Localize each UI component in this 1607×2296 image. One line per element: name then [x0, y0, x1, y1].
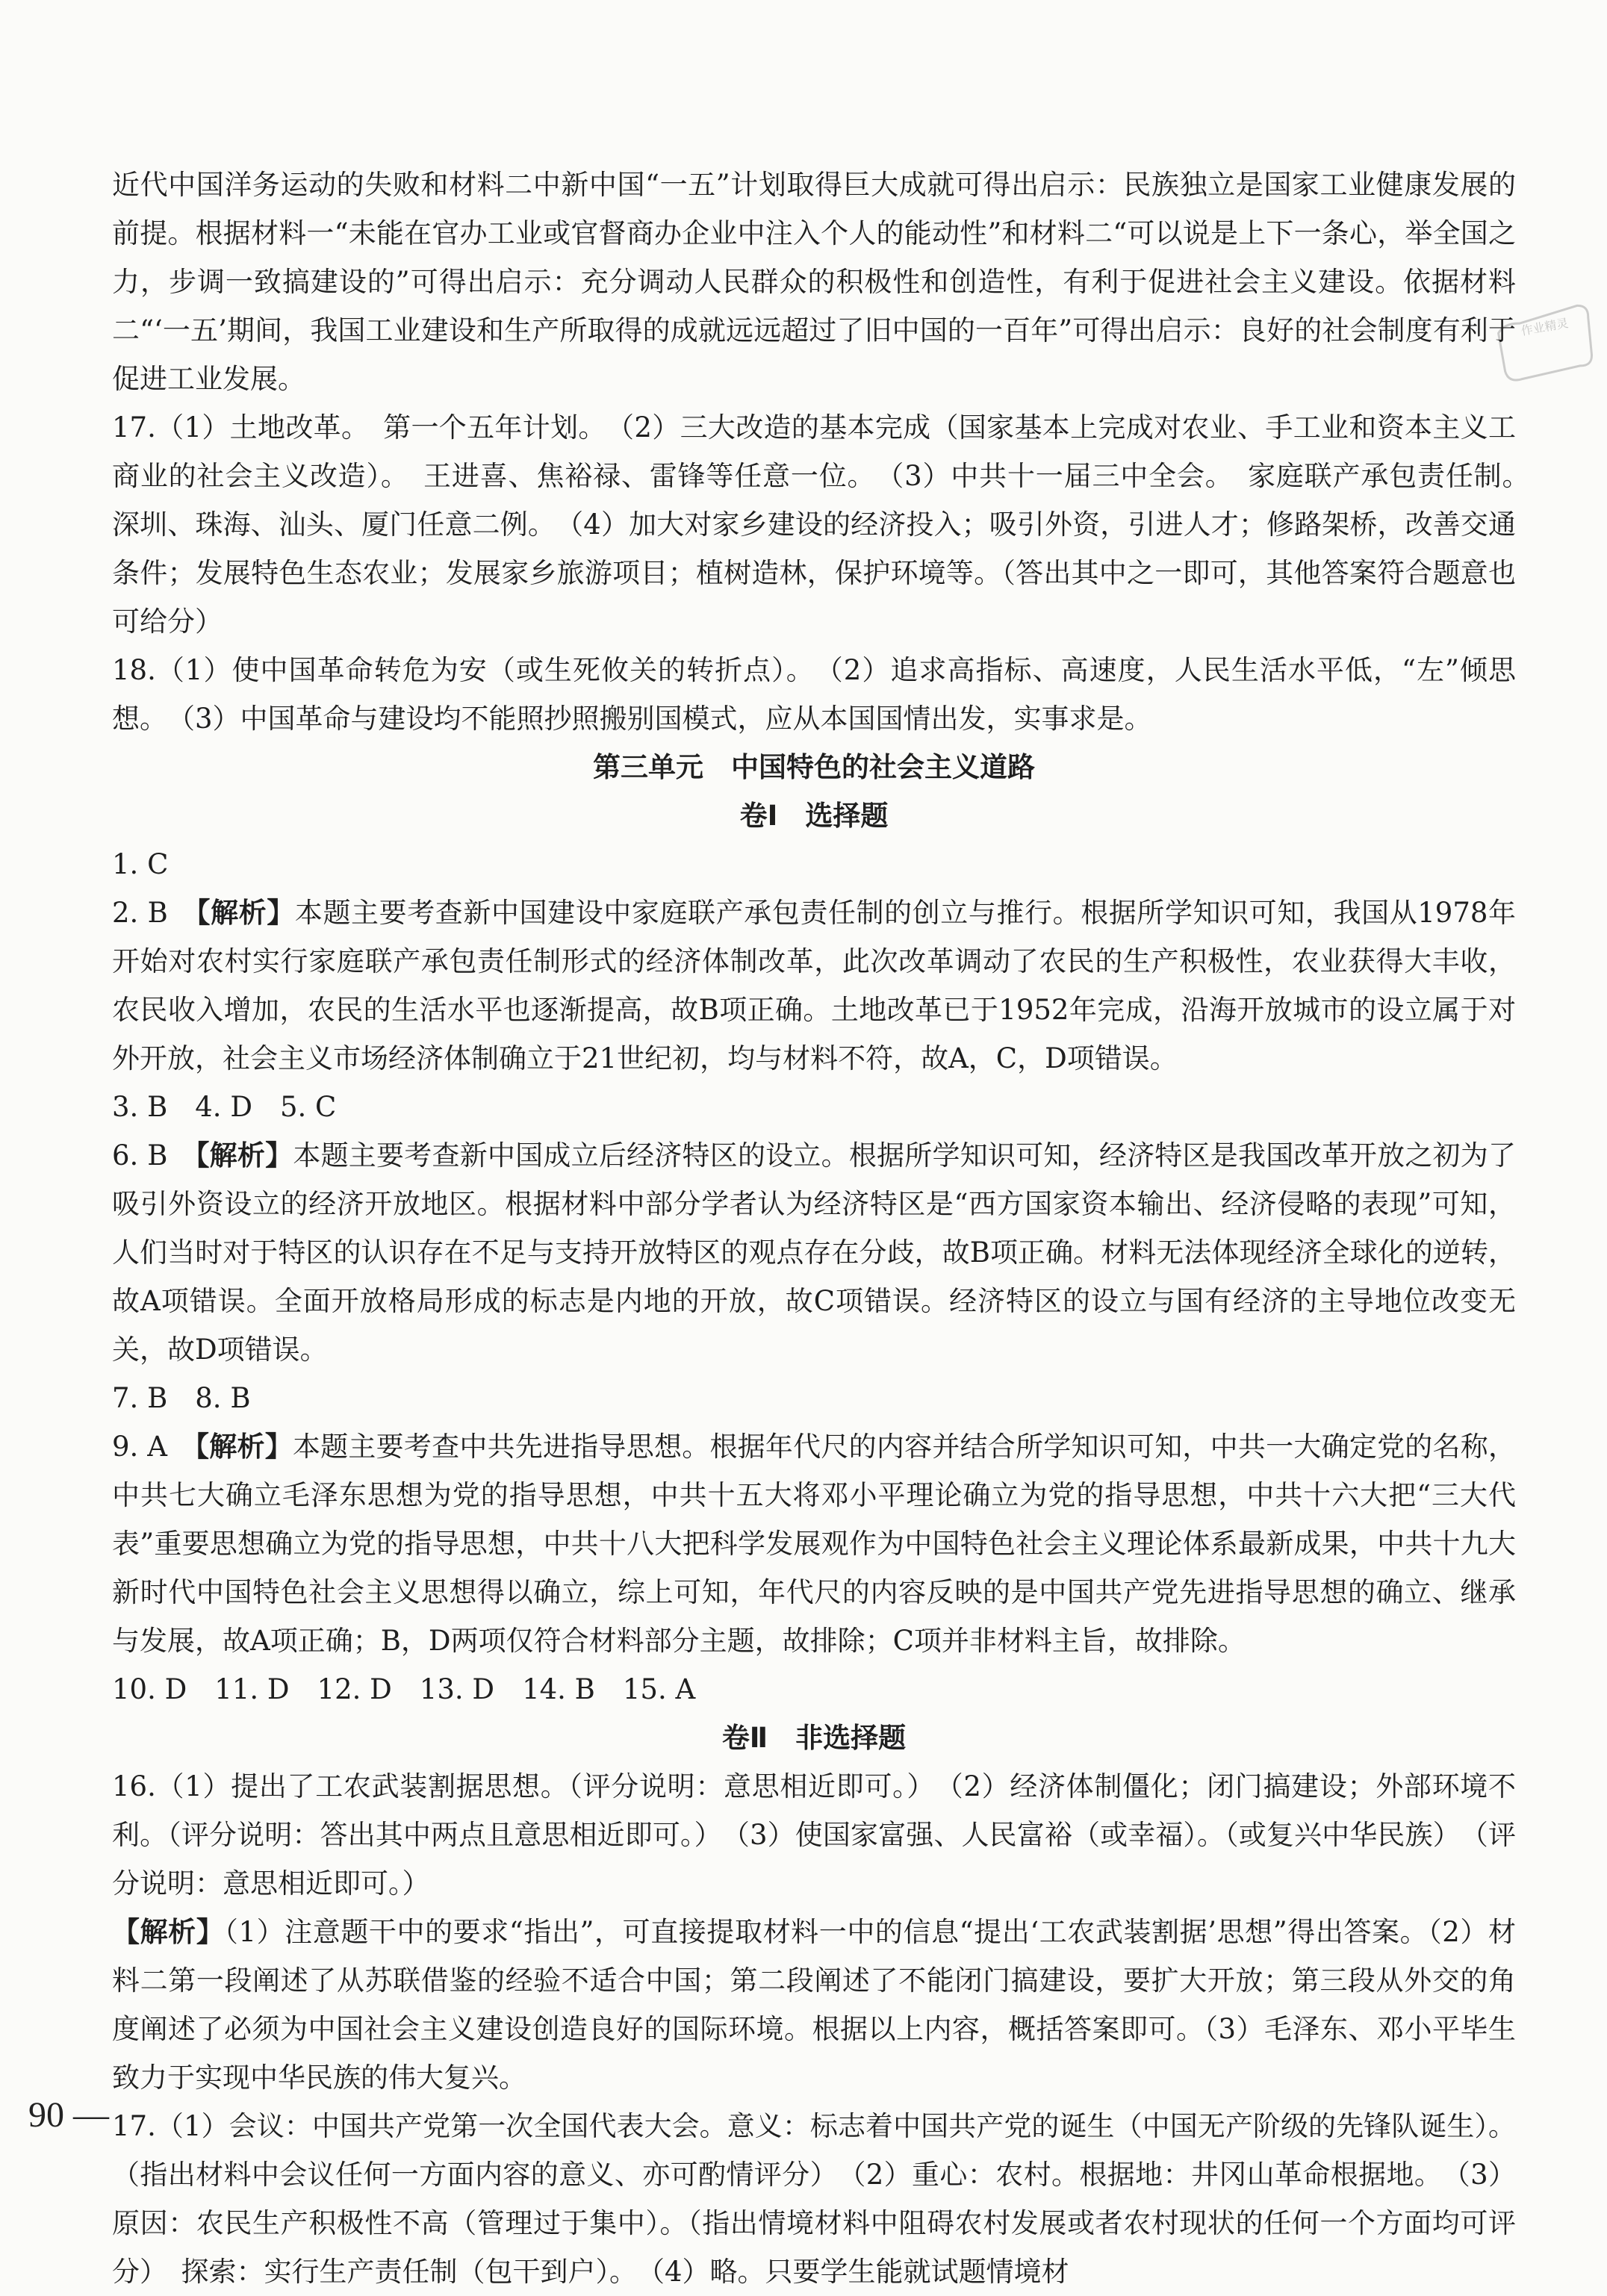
section-heading: 卷Ⅰ 选择题	[739, 800, 889, 832]
analysis-tag: 【解析】	[112, 1916, 225, 1948]
analysis-text: 本题主要考查新中国建设中家庭联产承包责任制的创立与推行。根据所学知识可知，我国从1978年开始对农村实行家庭联产承包责任制形式的经济体制改革，此次改革调动了农民的生产积极性，农业获得大丰收，农民收入增加，农民的生活水平也逐渐提高，故B项正确。土地改革已于1952年完成，沿海开放城市的设立属于对外开放，社会主义市场经济体制确立于21世纪初，均与材料不符，故A，C，D项错误。	[112, 897, 1516, 1074]
analysis-text: （1）注意题干中的要求“指出”，可直接提取材料一中的信息“提出‘工农武装割据’思想”得出答案。（2）材料二第一段阐述了从苏联借鉴的经验不适合中国；第二段阐述了不能闭门搞建设，要扩大开放；第三段从外交的角度阐述了必须为中国社会主义建设创造良好的国际环境。根据以上内容，概括答案即可。（3）毛泽东、邓小平毕生致力于实现中华民族的伟大复兴。	[112, 1916, 1517, 2094]
answer-key: 6. B	[112, 1139, 196, 1172]
page-number: 90 —	[28, 2095, 109, 2135]
answer-paragraph: 10. D 11. D 12. D 13. D 14. B 15. A	[112, 1673, 696, 1705]
analysis-text: 本题主要考查新中国成立后经济特区的设立。根据所学知识可知，经济特区是我国改革开放之初为了吸引外资设立的经济开放地区。根据材料中部分学者认为经济特区是“西方国家资本输出、经济侵略的表现”可知，人们当时对于特区的认识存在不足与支持开放特区的观点存在分歧，故B项正确。材料无法体现经济全球化的逆转，故A项错误。全面开放格局形成的标志是内地的开放，故C项错误。经济特区的设立与国有经济的主导地位改变无关，故D项错误。	[112, 1139, 1517, 1366]
answer-paragraph: 1. C	[112, 848, 169, 880]
answer-paragraph: 3. B 4. D 5. C	[112, 1091, 337, 1123]
answer-key: 2. B	[112, 897, 197, 929]
section-heading: 第三单元 中国特色的社会主义道路	[593, 751, 1035, 783]
answer-page	[112, 161, 1544, 2296]
analysis-text: 本题主要考查中共先进指导思想。根据年代尺的内容并结合所学知识可知，中共一大确定党的名称，中共七大确立毛泽东思想为党的指导思想，中共十五大将邓小平理论确立为党的指导思想，中共十六大把“三大代表”重要思想确立为党的指导思想，中共十八大把科学发展观作为中国特色社会主义理论体系最新成果，中共十九大新时代中国特色社会主义思想得以确立，综上可知，年代尺的内容反映的是中国共产党先进指导思想的确立、继承与发展，故A项正确；B，D两项仅符合材料部分主题，故排除；C项并非材料主旨，故排除。	[112, 1431, 1516, 1657]
answer-paragraph: 17.（1）土地改革。 第一个五年计划。 （2）三大改造的基本完成（国家基本上完成对农业、手工业和资本主义工商业的社会主义改造）。 王进喜、焦裕禄、雷锋等任意一位。 （3）中共十一届三中全会。 家庭联产承包责任制。 深圳、珠海、汕头、厦门任意二例。 （4）加大对家乡建设的经济投入；吸引外资，引进人才；修路架桥，改善交通条件；发展特色生态农业；发展家乡旅游项目；植树造林，保护环境等。（答出其中之一即可，其他答案符合题意也可给分）	[112, 411, 1544, 638]
answer-paragraph: 18.（1）使中国革命转危为安（或生死攸关的转折点）。 （2）追求高指标、高速度，人民生活水平低，“左”倾思想。 （3）中国革命与建设均不能照抄照搬别国模式，应从本国国情出发，实事求是。	[112, 654, 1516, 735]
analysis-tag: 【解析】	[195, 1139, 293, 1172]
answer-analysis-paragraph	[112, 1908, 1516, 2102]
answer-analysis-paragraph	[112, 889, 1516, 1083]
analysis-tag: 【解析】	[196, 897, 295, 929]
answer-key: 9. A	[112, 1431, 196, 1463]
answer-paragraph: 16.（1）提出了工农武装割据思想。（评分说明：意思相近即可。） （2）经济体制僵化；闭门搞建设；外部环境不利。（评分说明：答出其中两点且意思相近即可。） （3）使国家富强、人民富裕（或幸福）。（或复兴中华民族） （评分说明：意思相近即可。）	[112, 1770, 1516, 1900]
answer-paragraph: 17.（1）会议：中国共产党第一次全国代表大会。意义：标志着中国共产党的诞生（中国无产阶级的先锋队诞生）。（指出材料中会议任何一方面内容的意义、亦可酌情评分） （2）重心：农村。根据地：井冈山革命根据地。 （3）原因：农民生产积极性不高（管理过于集中）。（指出情境材料中阻碍农村发展或者农村现状的任何一个方面均可评分） 探索：实行生产责任制（包干到户）。 （4）略。只要学生能就试题情境材	[112, 2110, 1516, 2288]
answer-paragraph: 近代中国洋务运动的失败和材料二中新中国“一五”计划取得巨大成就可得出启示：民族独立是国家工业健康发展的前提。根据材料一“未能在官办工业或官督商办企业中注入个人的能动性”和材料二“可以说是上下一条心，举全国之力，步调一致搞建设的”可得出启示：充分调动人民群众的积极性和创造性，有利于促进社会主义建设。依据材料二“‘一五’期间，我国工业建设和生产所取得的成就远远超过了旧中国的一百年”可得出启示：良好的社会制度有利于促进工业发展。	[112, 169, 1516, 395]
section-heading: 卷Ⅱ 非选择题	[721, 1722, 907, 1754]
answer-analysis-paragraph	[112, 1422, 1516, 1665]
answer-paragraph: 7. B 8. B	[112, 1382, 251, 1414]
answer-analysis-paragraph	[112, 1131, 1516, 1374]
analysis-tag: 【解析】	[195, 1431, 293, 1463]
stamp-label: 作业精灵	[1520, 315, 1570, 338]
